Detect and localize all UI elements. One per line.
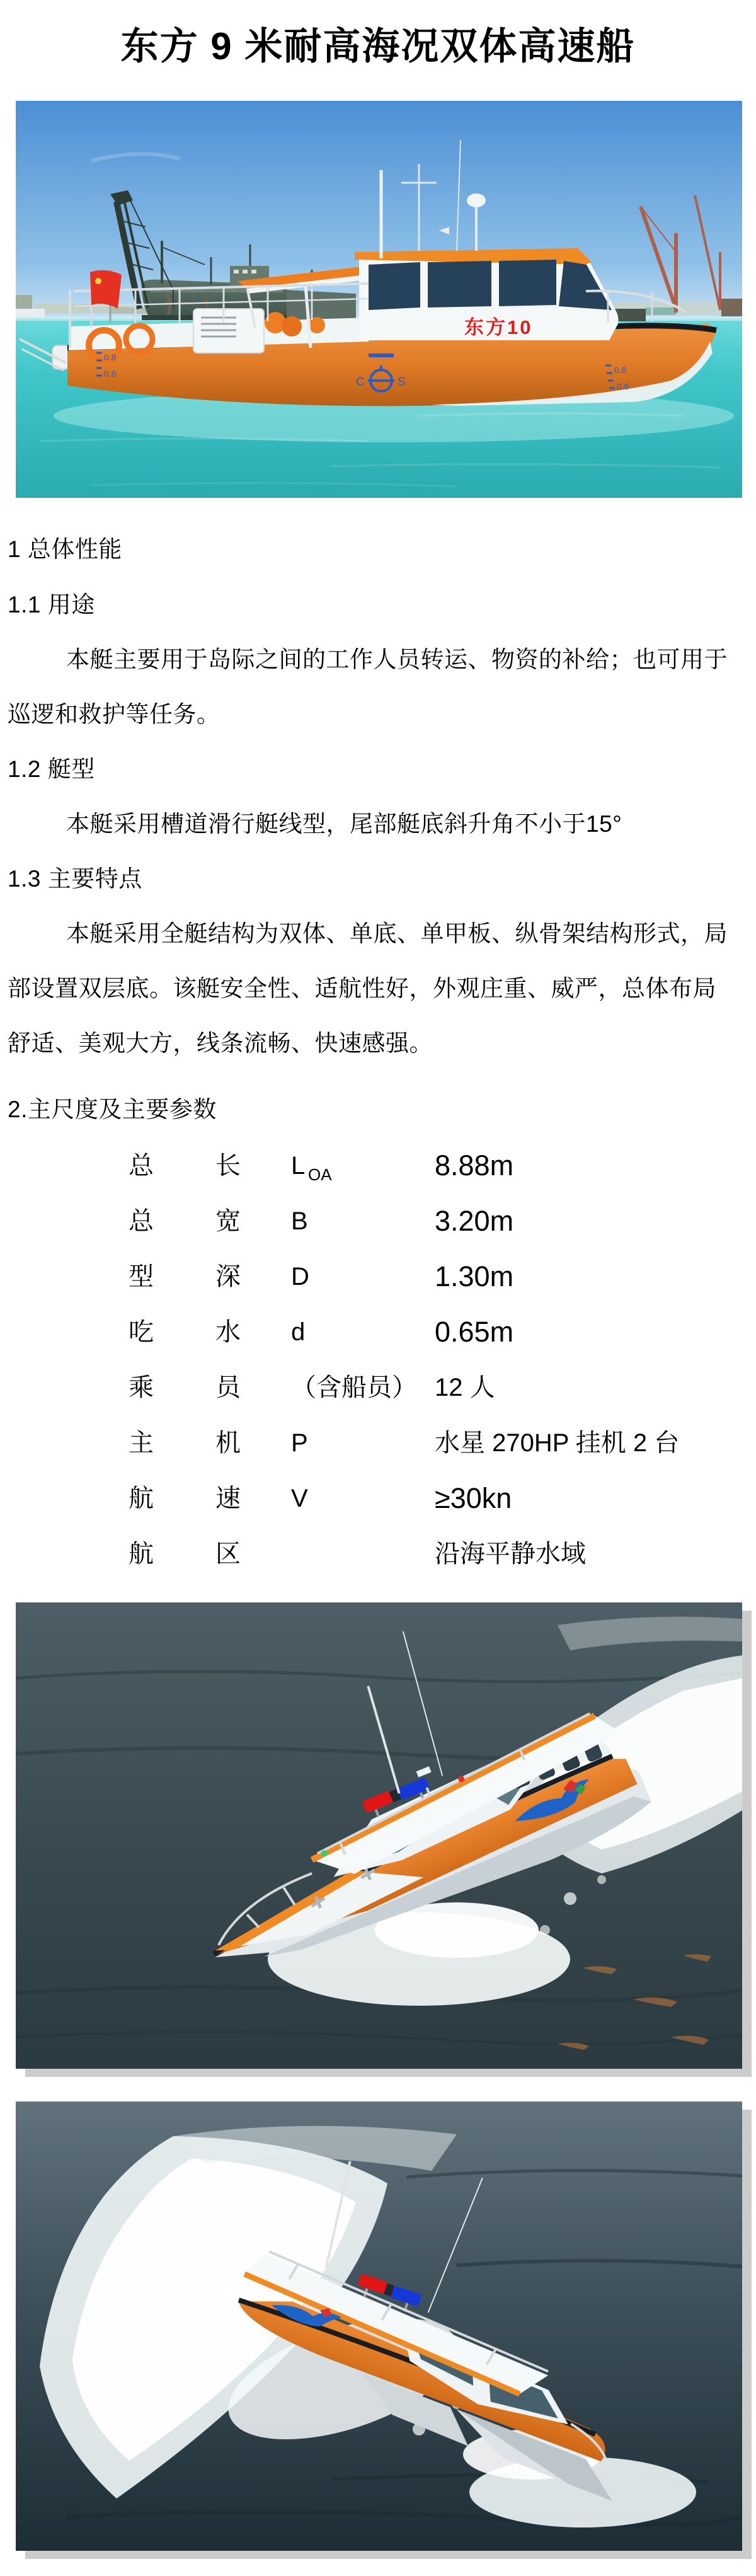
svg-text:0.6: 0.6 bbox=[104, 369, 117, 379]
heading-purpose: 1.1 用途 bbox=[8, 592, 95, 618]
cabin bbox=[355, 248, 619, 340]
svg-text:0.8: 0.8 bbox=[614, 365, 627, 375]
heading-main-features: 1.3 主要特点 bbox=[8, 866, 142, 892]
page-title: 东方 9 米耐高海况双体高速船 bbox=[120, 25, 636, 67]
spec-row-navigation-area: 航 区 沿海平静水域 bbox=[129, 1540, 586, 1568]
svg-text:S: S bbox=[398, 376, 406, 389]
spec-row-beam: 总 宽 B 3.20m bbox=[129, 1205, 514, 1237]
spec-row-engine: 主 机 P 水星 270HP 挂机 2 台 bbox=[129, 1429, 680, 1457]
spec-row-speed: 航 速 V ≥30kn bbox=[129, 1482, 512, 1514]
photo-render-bow-view bbox=[16, 1602, 742, 2069]
render-running-graphic bbox=[16, 2102, 742, 2551]
paragraph-purpose-line2: 巡逻和救护等任务。 bbox=[8, 701, 220, 727]
heading-main-dimensions: 2.主尺度及主要参数 bbox=[8, 1096, 217, 1122]
paragraph-purpose-line1: 本艇主要用于岛际之间的工作人员转运、物资的补给；也可用于 bbox=[66, 647, 728, 672]
heading-overall-performance: 1 总体性能 bbox=[8, 536, 122, 562]
cabin-windows bbox=[369, 260, 612, 310]
paragraph-hull-form: 本艇采用槽道滑行艇线型，尾部艇底斜升角不小于15° bbox=[66, 811, 622, 837]
boat-name-text: 东方10 bbox=[464, 316, 533, 338]
paragraph-features-line3: 舒适、美观大方，线条流畅、快速感强。 bbox=[8, 1030, 433, 1056]
svg-text:0.8: 0.8 bbox=[104, 352, 117, 362]
radar-dome-icon bbox=[467, 193, 486, 207]
harbor-photo-graphic bbox=[16, 101, 742, 498]
paragraph-features-line1: 本艇采用全艇结构为双体、单底、单甲板、纵骨架结构形式，局 bbox=[66, 921, 728, 946]
heading-hull-form: 1.2 艇型 bbox=[8, 756, 95, 782]
svg-text:0.6: 0.6 bbox=[617, 381, 629, 391]
distant-white-boat bbox=[16, 309, 45, 317]
spec-row-crew: 乘 员 （含船员） 12 人 bbox=[129, 1374, 495, 1401]
render-bow-graphic bbox=[16, 1602, 742, 2069]
spec-row-draft: 吃 水 d 0.65m bbox=[129, 1316, 514, 1348]
paragraph-features-line2: 部设置双层底。该艇安全性、适航性好，外观庄重、威严，总体布局 bbox=[8, 975, 716, 1001]
photo-harbor-side-view bbox=[16, 101, 742, 498]
photo-render-running-view bbox=[16, 2102, 742, 2551]
spec-row-loa: 总 长 L OA 8.88m bbox=[129, 1149, 514, 1184]
svg-text:C: C bbox=[356, 376, 365, 389]
spec-row-depth: 型 深 D 1.30m bbox=[129, 1260, 514, 1292]
